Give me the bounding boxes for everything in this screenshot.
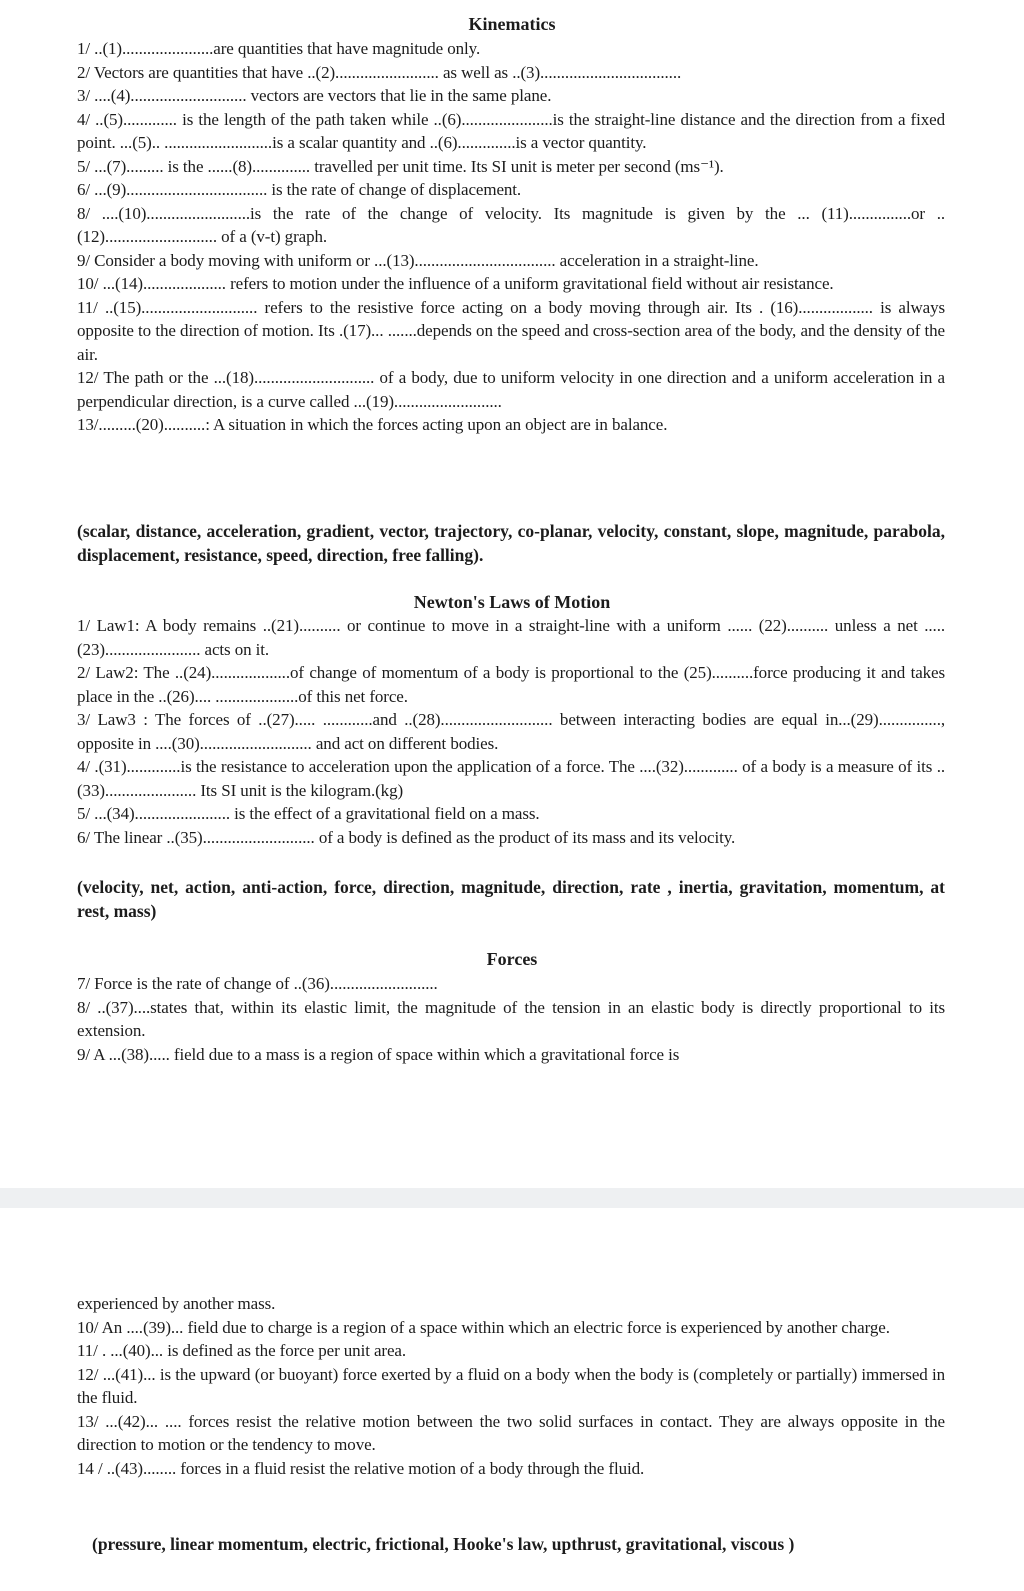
- question-item: 3/ Law3 : The forces of ..(27)..... ............and ..(28)........................... between interacting bodies are equal in...(29)..............., opposite in ....(30)........................... and act on different bodies.: [77, 710, 945, 753]
- question-item: 1/ Law1: A body remains ..(21).......... or continue to move in a straight-line with a uniform ...... (22).......... unless a net .....(23)....................... acts on it.: [77, 616, 945, 659]
- question-item: 4/ ..(5)............. is the length of the path taken while ..(6)......................is the straight-line distance and the direction from a fixed point. ...(5).. ..........................is a scalar quantity and ..(6)..............is a vector quantity.: [77, 109, 945, 152]
- question-item: 5/ ...(7)......... is the ......(8).............. travelled per unit time. Its SI unit is meter per second (ms⁻¹).: [77, 156, 724, 176]
- question-item: 7/ Force is the rate of change of ..(36)..........................: [77, 974, 438, 993]
- question-item: 11/ . ...(40)... is defined as the force per unit area.: [77, 1341, 407, 1360]
- question-item: 13/.........(20)..........: A situation in which the forces acting upon an object are in balance.: [77, 415, 668, 434]
- page-break-band: [0, 1188, 1024, 1208]
- forces-questions-part1: [77, 972, 945, 1066]
- question-item: 11/ ..(15)............................ refers to the resistive force acting on a body moving through air. Its . (16).................. is always opposite to the direction of motion. Its .(17)... .......depends on the speed and cross-section area of the body, and the density of the air.: [77, 297, 945, 364]
- kinematics-word-bank: (scalar, distance, acceleration, gradient, vector, trajectory, co-planar, velocity, constant, slope, magnitude, parabola, displacement, resistance, speed, direction, free falling).: [77, 521, 945, 565]
- forces-title: Forces: [486, 949, 538, 969]
- question-item: 4/ .(31).............is the resistance to acceleration upon the application of a force. The ....(32)............. of a body is a measure of its ..(33)...................... Its SI unit is the kilogram.(kg): [77, 757, 945, 800]
- question-item: 10/ An ....(39)... field due to charge is a region of a space within which an electric force is experienced by another charge.: [77, 1317, 890, 1337]
- question-item: 14 / ..(43)........ forces in a fluid resist the relative motion of a body through the fluid.: [77, 1458, 645, 1478]
- forces-word-bank: (pressure, linear momentum, electric, frictional, Hooke's law, upthrust, gravitational, viscous ): [92, 1534, 795, 1554]
- question-item: 9/ A ...(38)..... field due to a mass is a region of space within which a gravitational force is: [77, 1044, 680, 1064]
- newton-word-bank: (velocity, net, action, anti-action, force, direction, magnitude, direction, rate , inertia, gravitation, momentum, at rest, mass): [77, 877, 945, 921]
- question-item: 5/ ...(34)....................... is the effect of a gravitational field on a mass.: [77, 804, 540, 823]
- question-item: 10/ ...(14).................... refers to motion under the influence of a uniform gravitational field without air resistance.: [77, 274, 834, 293]
- question-item: 2/ Law2: The ..(24)...................of change of momentum of a body is proportional to the (25)..........force producing it and takes place in the ..(26).... ....................of this net force.: [77, 663, 945, 706]
- forces-questions-part2: [77, 1292, 945, 1480]
- question-item: 1/ ..(1)......................are quantities that have magnitude only.: [77, 39, 481, 58]
- question-item: 12/ The path or the ...(18)............................. of a body, due to uniform velocity in one direction and a uniform acceleration in a perpendicular direction, is a curve called ...(19)..........................: [77, 368, 945, 411]
- question-item: experienced by another mass.: [77, 1294, 276, 1313]
- question-item: 6/ ...(9).................................. is the rate of change of displacement.: [77, 180, 522, 199]
- question-item: 8/ ....(10).........................is the rate of the change of velocity. Its magnitude is given by the ... (11)...............or ..(12)........................... of a (v-t) graph.: [77, 203, 945, 246]
- kinematics-title: Kinematics: [468, 14, 556, 34]
- question-item: 13/ ...(42)... .... forces resist the relative motion between the two solid surfaces in contact. They are always opposite in the direction to motion or the tendency to move.: [77, 1411, 945, 1454]
- newton-questions: [77, 614, 945, 849]
- question-item: 8/ ..(37)....states that, within its elastic limit, the magnitude of the tension in an elastic body is directly proportional to its extension.: [77, 997, 945, 1040]
- question-item: 6/ The linear ..(35)........................... of a body is defined as the product of its mass and its velocity.: [77, 827, 736, 847]
- question-item: 12/ ...(41)... is the upward (or buoyant) force exerted by a fluid on a body when the body is (completely or partially) immersed in the fluid.: [77, 1364, 945, 1407]
- newton-title: Newton's Laws of Motion: [413, 592, 611, 612]
- kinematics-questions: [77, 37, 945, 437]
- question-item: 9/ Consider a body moving with uniform or ...(13).................................. acceleration in a straight-line.: [77, 250, 759, 270]
- question-item: 2/ Vectors are quantities that have ..(2)......................... as well as ..(3)..................................: [77, 62, 682, 82]
- question-item: 3/ ....(4)............................ vectors are vectors that lie in the same plane.: [77, 86, 552, 105]
